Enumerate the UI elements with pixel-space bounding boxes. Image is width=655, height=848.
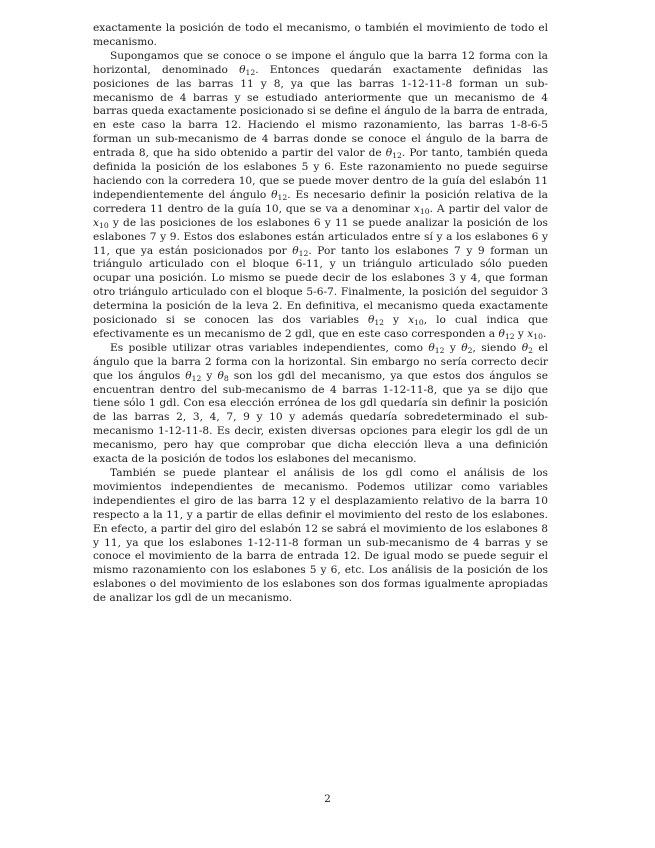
text-run: y <box>514 327 528 340</box>
text-run: También se puede plantear el análisis de los gdl como el análisis de los movimientos independientes de mecanismo. Podemos utilizar como variables independientes el giro de las barra 12 y el desplazamiento relativo de la barra 10 respecto a la 11, y a partir de ellas definir el movimiento del resto de los eslabones. En efecto, a partir del giro del eslabón 12 se sabrá el movimiento de los eslabones 8 y 11, ya que los eslabones 1-12-11-8 forman un sub-mecanismo de 4 barras y se conoce el movimiento de la barra de entrada 12. De igual modo se puede seguir el mismo razonamiento con los eslabones 5 y 6, etc. Los análisis de la posición de los eslabones o del movimiento de los eslabones son dos formas igualmente apropiadas de analizar los gdl de un mecanismo. <box>93 467 548 605</box>
text-run: el ángulo que la barra 2 forma con la horizontal. Sin embargo no sería correcto decir que los ángulos <box>93 341 548 382</box>
math-symbol: $x_{10}$ <box>93 216 109 230</box>
text-run: y <box>201 369 218 382</box>
math-symbol: $\theta_{12}$ <box>185 369 202 383</box>
text-run: son los gdl del mecanismo, ya que estos dos ángulos se encuentran dentro del sub-mecanismo de 4 barras 1-12-11-8, que ya se dijo que tiene sólo 1 gdl. Con esa elección errónea de los gdl quedaría sin definir la posición de las barras 2, 3, 4, 7, 9 y 10 y además quedaría sobredeterminado el sub-mecanismo 1-12-11-8. Es decir, existen diversas opciones para elegir los gdl de un mecanismo, pero hay que comprobar que dicha elección lleva a una definición exacta de la posición de todos los eslabones del mecanismo. <box>93 369 548 466</box>
math-symbol: $x_{10}$ <box>413 202 430 216</box>
math-symbol: $\theta_2$ <box>461 341 473 355</box>
text-run: y <box>444 341 462 354</box>
math-symbol: $x_{10}$ <box>408 314 424 327</box>
math-symbol: $x_{10}$ <box>527 327 543 341</box>
text-run: Es posible utilizar otras variables independientes, como <box>110 341 429 354</box>
math-symbol: $\theta_{12}$ <box>239 63 256 77</box>
paragraph-continuation <box>93 22 548 50</box>
paragraph-theta12-analysis <box>93 50 548 342</box>
math-symbol: $\theta_{12}$ <box>271 188 288 202</box>
text-run: y de las posiciones de los eslabones 6 y 11 se puede analizar la posición de los eslabones 7 y 9. Estos dos eslabones están articulados entre sí y a los eslabones 6 y 11, que ya están posicionados por <box>93 216 548 257</box>
text-run: . Por tanto los eslabones 7 y 9 forman un triángulo articulado con el bloque 6-11, y un triángulo articulado sólo pueden ocupar una posición. Lo mismo se puede decir de los eslabones 3 y 4, que forman otro triángulo articulado con el bloque 5-6-7. Finalmente, la posición del seguidor 3 determina la posición de la leva 2. En definitiva, el mecanismo queda exactamente posicionado si se conocen las dos variables <box>93 244 548 327</box>
paragraph-movement-analysis <box>93 467 548 606</box>
text-run: . Por tanto, también queda definida la posición de los eslabones 5 y 6. Este razonamiento no puede seguirse haciendo con la corredera 10, que se puede mover dentro de la guía del eslabón 11 independientemente del ángulo <box>93 147 548 201</box>
math-symbol: $\theta_{12}$ <box>292 244 309 258</box>
text-run: . <box>542 327 547 340</box>
math-symbol: $\theta_{12}$ <box>498 327 515 341</box>
text-run: . Es necesario definir la posición relativa de la corredera 11 dentro de la guía 10, que se va a denominar <box>93 188 548 215</box>
math-symbol: $\theta_2$ <box>521 341 533 355</box>
text-run: , lo cual indica que efectivamente es un mecanismo de 2 gdl, que en este caso corresponden a <box>93 314 548 340</box>
text-run: exactamente la posición de todo el mecanismo, o también el movimiento de todo el mecanismo. <box>93 22 548 48</box>
text-run: Supongamos que se conoce o se impone el ángulo que la barra 12 forma con la horizontal, denominado <box>93 49 548 76</box>
math-symbol: $\theta_{12}$ <box>428 341 445 355</box>
math-symbol: $\theta_{12}$ <box>385 147 402 161</box>
math-symbol: $\theta_{12}$ <box>367 314 385 327</box>
math-symbol: $\theta_8$ <box>217 369 229 383</box>
text-run: . A partir del valor de <box>429 202 548 215</box>
text-run: . Entonces quedarán exactamente definidas las posiciones de las barras 11 y 8, ya que las barras 1-12-11-8 forman un sub-mecanismo de 4 barras y se estudiado anteriormente que un mecanismo de 4 barras queda exactamente posicionado si se define el ángulo de la barra de entrada, en este caso la barra 12. Haciendo el mismo razonamiento, las barras 1-8-6-5 forman un sub-mecanismo de 4 barras donde se conoce el ángulo de la barra de entrada 8, que ha sido obtenido a partir del valor de <box>93 63 549 160</box>
paragraph-alternative-variables <box>93 342 548 467</box>
page-number: 2 <box>324 793 331 805</box>
text-run: y <box>384 314 409 327</box>
text-run: , siendo <box>472 341 522 354</box>
body-text <box>93 22 548 606</box>
